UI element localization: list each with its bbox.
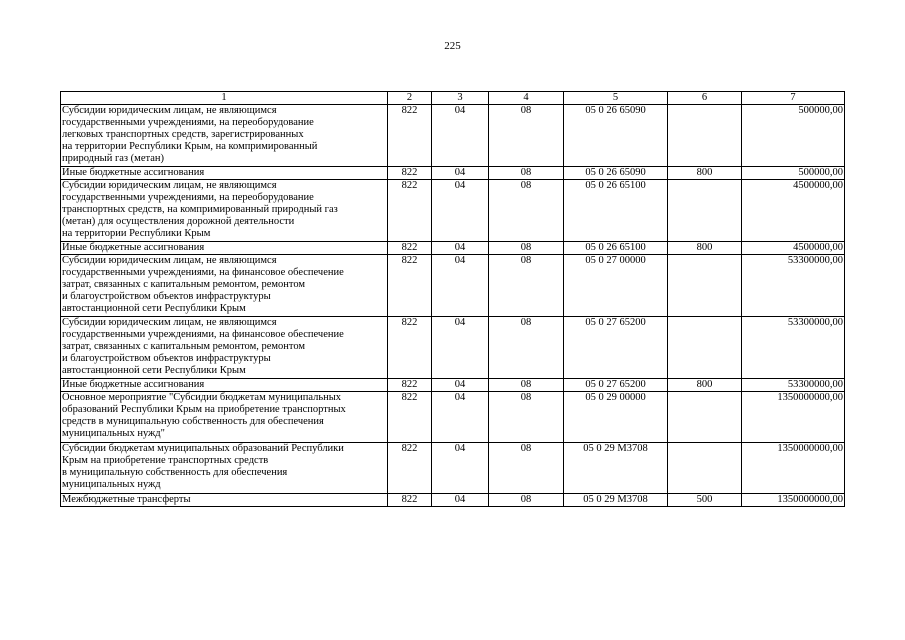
row-amount: 53300000,00 [742, 379, 845, 392]
row-ministry-code: 822 [388, 242, 432, 255]
row-ministry-code: 822 [388, 392, 432, 443]
row-section: 04 [432, 167, 489, 180]
row-target-article: 05 0 27 65200 [564, 379, 668, 392]
row-target-article: 05 0 27 00000 [564, 255, 668, 317]
row-expense-type [668, 105, 742, 167]
row-section: 04 [432, 443, 489, 494]
row-amount: 1350000000,00 [742, 494, 845, 507]
row-target-article: 05 0 27 65200 [564, 317, 668, 379]
row-subsection: 08 [489, 180, 564, 242]
row-target-article: 05 0 26 65100 [564, 242, 668, 255]
row-subsection: 08 [489, 167, 564, 180]
row-section: 04 [432, 180, 489, 242]
row-ministry-code: 822 [388, 167, 432, 180]
table-row [61, 242, 845, 255]
row-ministry-code: 822 [388, 180, 432, 242]
row-target-article: 05 0 26 65100 [564, 180, 668, 242]
row-ministry-code: 822 [388, 255, 432, 317]
header-col-5: 5 [564, 92, 668, 105]
row-name: Субсидии юридическим лицам, не являющимся государственными учреждениями, на финансовое обеспечение затрат, связанных с капитальным ремонтом, ремонтом и благоустройством объектов инфраструктуры автостанционной сети Республики Крым [61, 255, 388, 317]
row-amount: 500000,00 [742, 167, 845, 180]
row-name: Межбюджетные трансферты [61, 494, 388, 507]
row-amount: 500000,00 [742, 105, 845, 167]
header-col-2: 2 [388, 92, 432, 105]
row-name: Субсидии юридическим лицам, не являющимся государственными учреждениями, на финансовое обеспечение затрат, связанных с капитальным ремонтом, ремонтом и благоустройством объектов инфраструктуры автостанционной сети Республики Крым [61, 317, 388, 379]
table-row [61, 379, 845, 392]
row-name: Иные бюджетные ассигнования [61, 167, 388, 180]
row-name: Субсидии юридическим лицам, не являющимся государственными учреждениями, на переоборудование транспортных средств, на компримированный природный газ (метан) для осуществления дорожной деятельности на территории Республики Крым [61, 180, 388, 242]
row-section: 04 [432, 242, 489, 255]
row-subsection: 08 [489, 105, 564, 167]
row-name: Иные бюджетные ассигнования [61, 379, 388, 392]
row-amount: 4500000,00 [742, 242, 845, 255]
row-name: Субсидии бюджетам муниципальных образований Республики Крым на приобретение транспортных средств в муниципальную собственность для обеспечения муниципальных нужд [61, 443, 388, 494]
row-expense-type [668, 255, 742, 317]
row-expense-type: 800 [668, 242, 742, 255]
row-expense-type: 500 [668, 494, 742, 507]
row-subsection: 08 [489, 242, 564, 255]
row-target-article: 05 0 26 65090 [564, 167, 668, 180]
row-ministry-code: 822 [388, 317, 432, 379]
row-subsection: 08 [489, 379, 564, 392]
row-name: Основное мероприятие "Субсидии бюджетам муниципальных образований Республики Крым на приобретение транспортных средств в муниципальную собственность для обеспечения муниципальных нужд" [61, 392, 388, 443]
row-expense-type [668, 180, 742, 242]
table-row [61, 443, 845, 494]
row-target-article: 05 0 29 М3708 [564, 494, 668, 507]
table-row [61, 167, 845, 180]
row-section: 04 [432, 379, 489, 392]
row-expense-type [668, 392, 742, 443]
row-expense-type: 800 [668, 379, 742, 392]
row-subsection: 08 [489, 317, 564, 379]
header-col-4: 4 [489, 92, 564, 105]
table-row [61, 105, 845, 167]
table-row [61, 494, 845, 507]
row-section: 04 [432, 392, 489, 443]
header-col-6: 6 [668, 92, 742, 105]
row-amount: 53300000,00 [742, 255, 845, 317]
row-amount: 1350000000,00 [742, 392, 845, 443]
row-name: Иные бюджетные ассигнования [61, 242, 388, 255]
row-ministry-code: 822 [388, 105, 432, 167]
row-target-article: 05 0 29 М3708 [564, 443, 668, 494]
header-col-7: 7 [742, 92, 845, 105]
row-expense-type [668, 443, 742, 494]
header-col-1: 1 [61, 92, 388, 105]
row-amount: 1350000000,00 [742, 443, 845, 494]
row-expense-type: 800 [668, 167, 742, 180]
row-amount: 4500000,00 [742, 180, 845, 242]
table-row [61, 180, 845, 242]
row-ministry-code: 822 [388, 379, 432, 392]
table-row [61, 392, 845, 443]
row-section: 04 [432, 494, 489, 507]
budget-table [60, 91, 845, 507]
row-section: 04 [432, 255, 489, 317]
row-target-article: 05 0 26 65090 [564, 105, 668, 167]
row-section: 04 [432, 105, 489, 167]
table-row [61, 317, 845, 379]
page-number: 225 [444, 40, 461, 52]
row-expense-type [668, 317, 742, 379]
row-name: Субсидии юридическим лицам, не являющимся государственными учреждениями, на переоборудование легковых транспортных средств, зарегистрированных на территории Республики Крым, на компримированный природный газ (метан) [61, 105, 388, 167]
header-col-3: 3 [432, 92, 489, 105]
row-target-article: 05 0 29 00000 [564, 392, 668, 443]
row-subsection: 08 [489, 255, 564, 317]
row-subsection: 08 [489, 392, 564, 443]
row-ministry-code: 822 [388, 443, 432, 494]
row-subsection: 08 [489, 443, 564, 494]
row-subsection: 08 [489, 494, 564, 507]
row-ministry-code: 822 [388, 494, 432, 507]
row-section: 04 [432, 317, 489, 379]
row-amount: 53300000,00 [742, 317, 845, 379]
table-row [61, 255, 845, 317]
header-row [61, 92, 845, 105]
